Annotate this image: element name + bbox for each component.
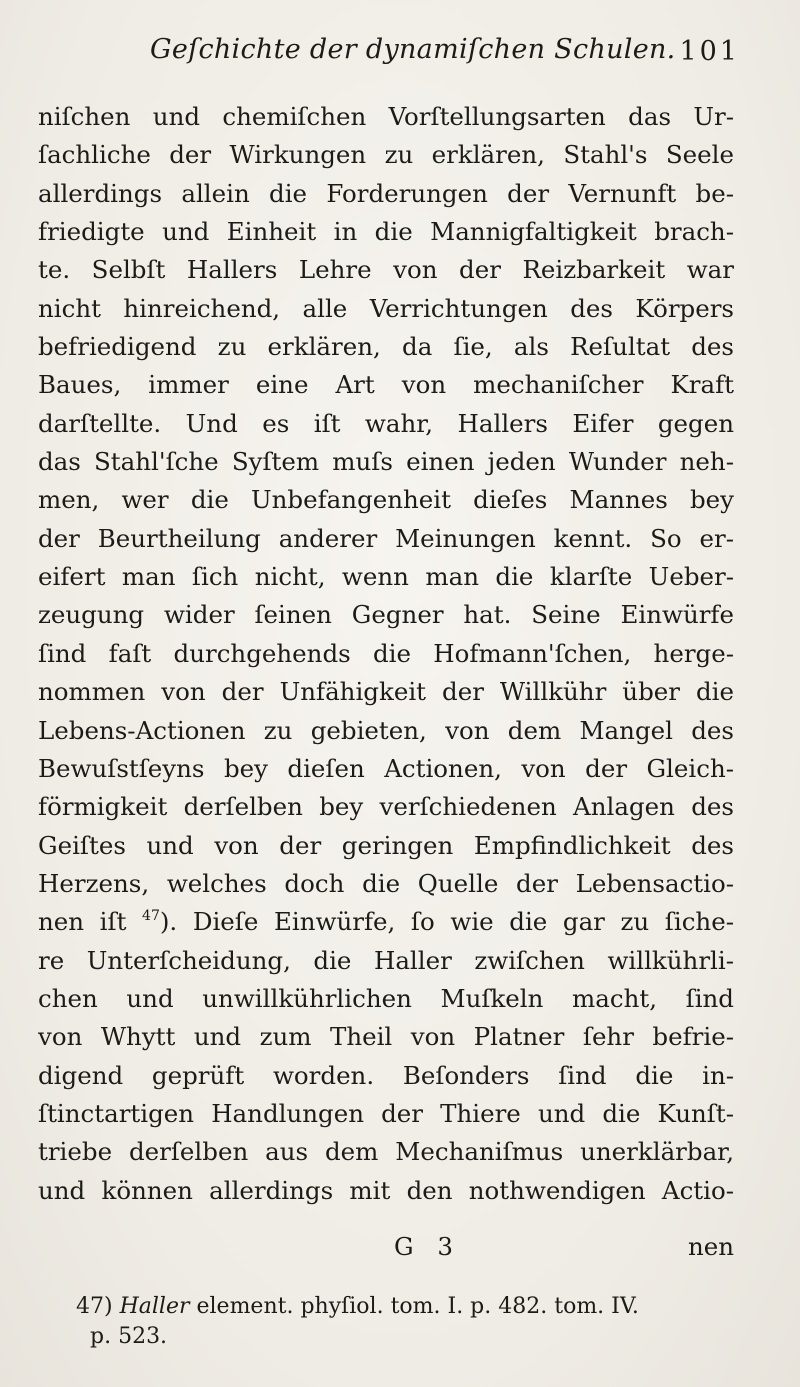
text-line: Geiſtes und von der geringen Empfindlichkeit des [38,830,734,860]
text-line: ſind faſt durchgehends die Hofmann'ſchen, herge- [38,638,734,668]
text-line: das Stahl'ſche Syſtem muſs einen jeden Wunder neh- [38,447,734,477]
text-line: befriedigend zu erklären, da ſie, als Reſultat des [38,332,734,362]
text-line: digend geprüft worden. Beſonders ſind die in- [38,1060,734,1090]
footnote-line: p. 523. [90,1324,168,1349]
text-line: ſachliche der Wirkungen zu erklären, Stahl's Seele [38,140,734,170]
text-line: von Whytt und zum Theil von Platner ſehr befrie- [38,1022,734,1052]
text-line: eifert man ſich nicht, wenn man die klarſte Ueber- [38,562,734,592]
text-line: nicht hinreichend, alle Verrichtungen des Körpers [38,293,734,323]
running-title: Geſchichte der dynamiſchen Schulen. [150,34,676,65]
text-line: darſtellte. Und es iſt wahr, Hallers Eifer gegen [38,408,734,438]
footnote-line [76,1292,740,1322]
text-line: ſtinctartigen Handlungen der Thiere und die Kunſt- [38,1098,734,1128]
footnote-reference: 47 [142,908,160,925]
page-number: 101 [679,36,740,67]
text-line: Bewuſstſeyns bey dieſen Actionen, von der Gleich- [38,753,734,783]
text-line: chen und unwillkührlichen Muſkeln macht, ſind [38,983,734,1013]
text-line: allerdings allein die Forderungen der Vernunft be- [38,178,734,208]
footnote-number: 47) [76,1294,113,1319]
text-line: niſchen und chemiſchen Vorſtellungsarten das Ur- [38,102,734,131]
main-text [38,98,734,1210]
footnote-author: Haller [119,1294,190,1319]
signature-mark: G 3 [394,1232,461,1261]
text-line: Lebens-Actionen zu gebieten, von dem Mangel des [38,715,734,745]
text-line: und können allerdings mit den nothwendigen Actio- [38,1175,734,1205]
catchword: nen [687,1232,734,1261]
page-header [150,34,740,78]
text-line-with-note [38,903,734,941]
footnote-citation: element. phyſiol. tom. I. p. 482. tom. IV. [189,1294,639,1319]
footnote [76,1292,740,1352]
text-line: triebe derſelben aus dem Mechaniſmus unerklärbar, [38,1137,734,1167]
text-line: Herzens, welches doch die Quelle der Lebensactio- [38,868,734,898]
text-line: nommen von der Unfähigkeit der Willkühr über die [38,677,734,707]
text-line: te. Selbſt Hallers Lehre von der Reizbarkeit war [38,255,734,285]
text-line: zeugung wider ſeinen Gegner hat. Seine Einwürfe [38,600,734,630]
text-line: Baues, immer eine Art von mechaniſcher Kraft [38,370,734,400]
text-line: men, wer die Unbefangenheit dieſes Mannes bey [38,485,734,515]
text-line: friedigte und Einheit in die Mannigfaltigkeit brach- [38,217,734,247]
text-line: förmigkeit derſelben bey verſchiedenen Anlagen des [38,792,734,822]
signature-line [38,1232,734,1268]
text-fragment: ). Dieſe Einwürfe, ſo wie die gar zu ſiche- [159,907,734,937]
text-line: re Unterſcheidung, die Haller zwiſchen willkührli- [38,945,734,975]
text-line: der Beurtheilung anderer Meinungen kennt. So er- [38,523,734,553]
text-fragment: nen iſt [38,907,127,937]
